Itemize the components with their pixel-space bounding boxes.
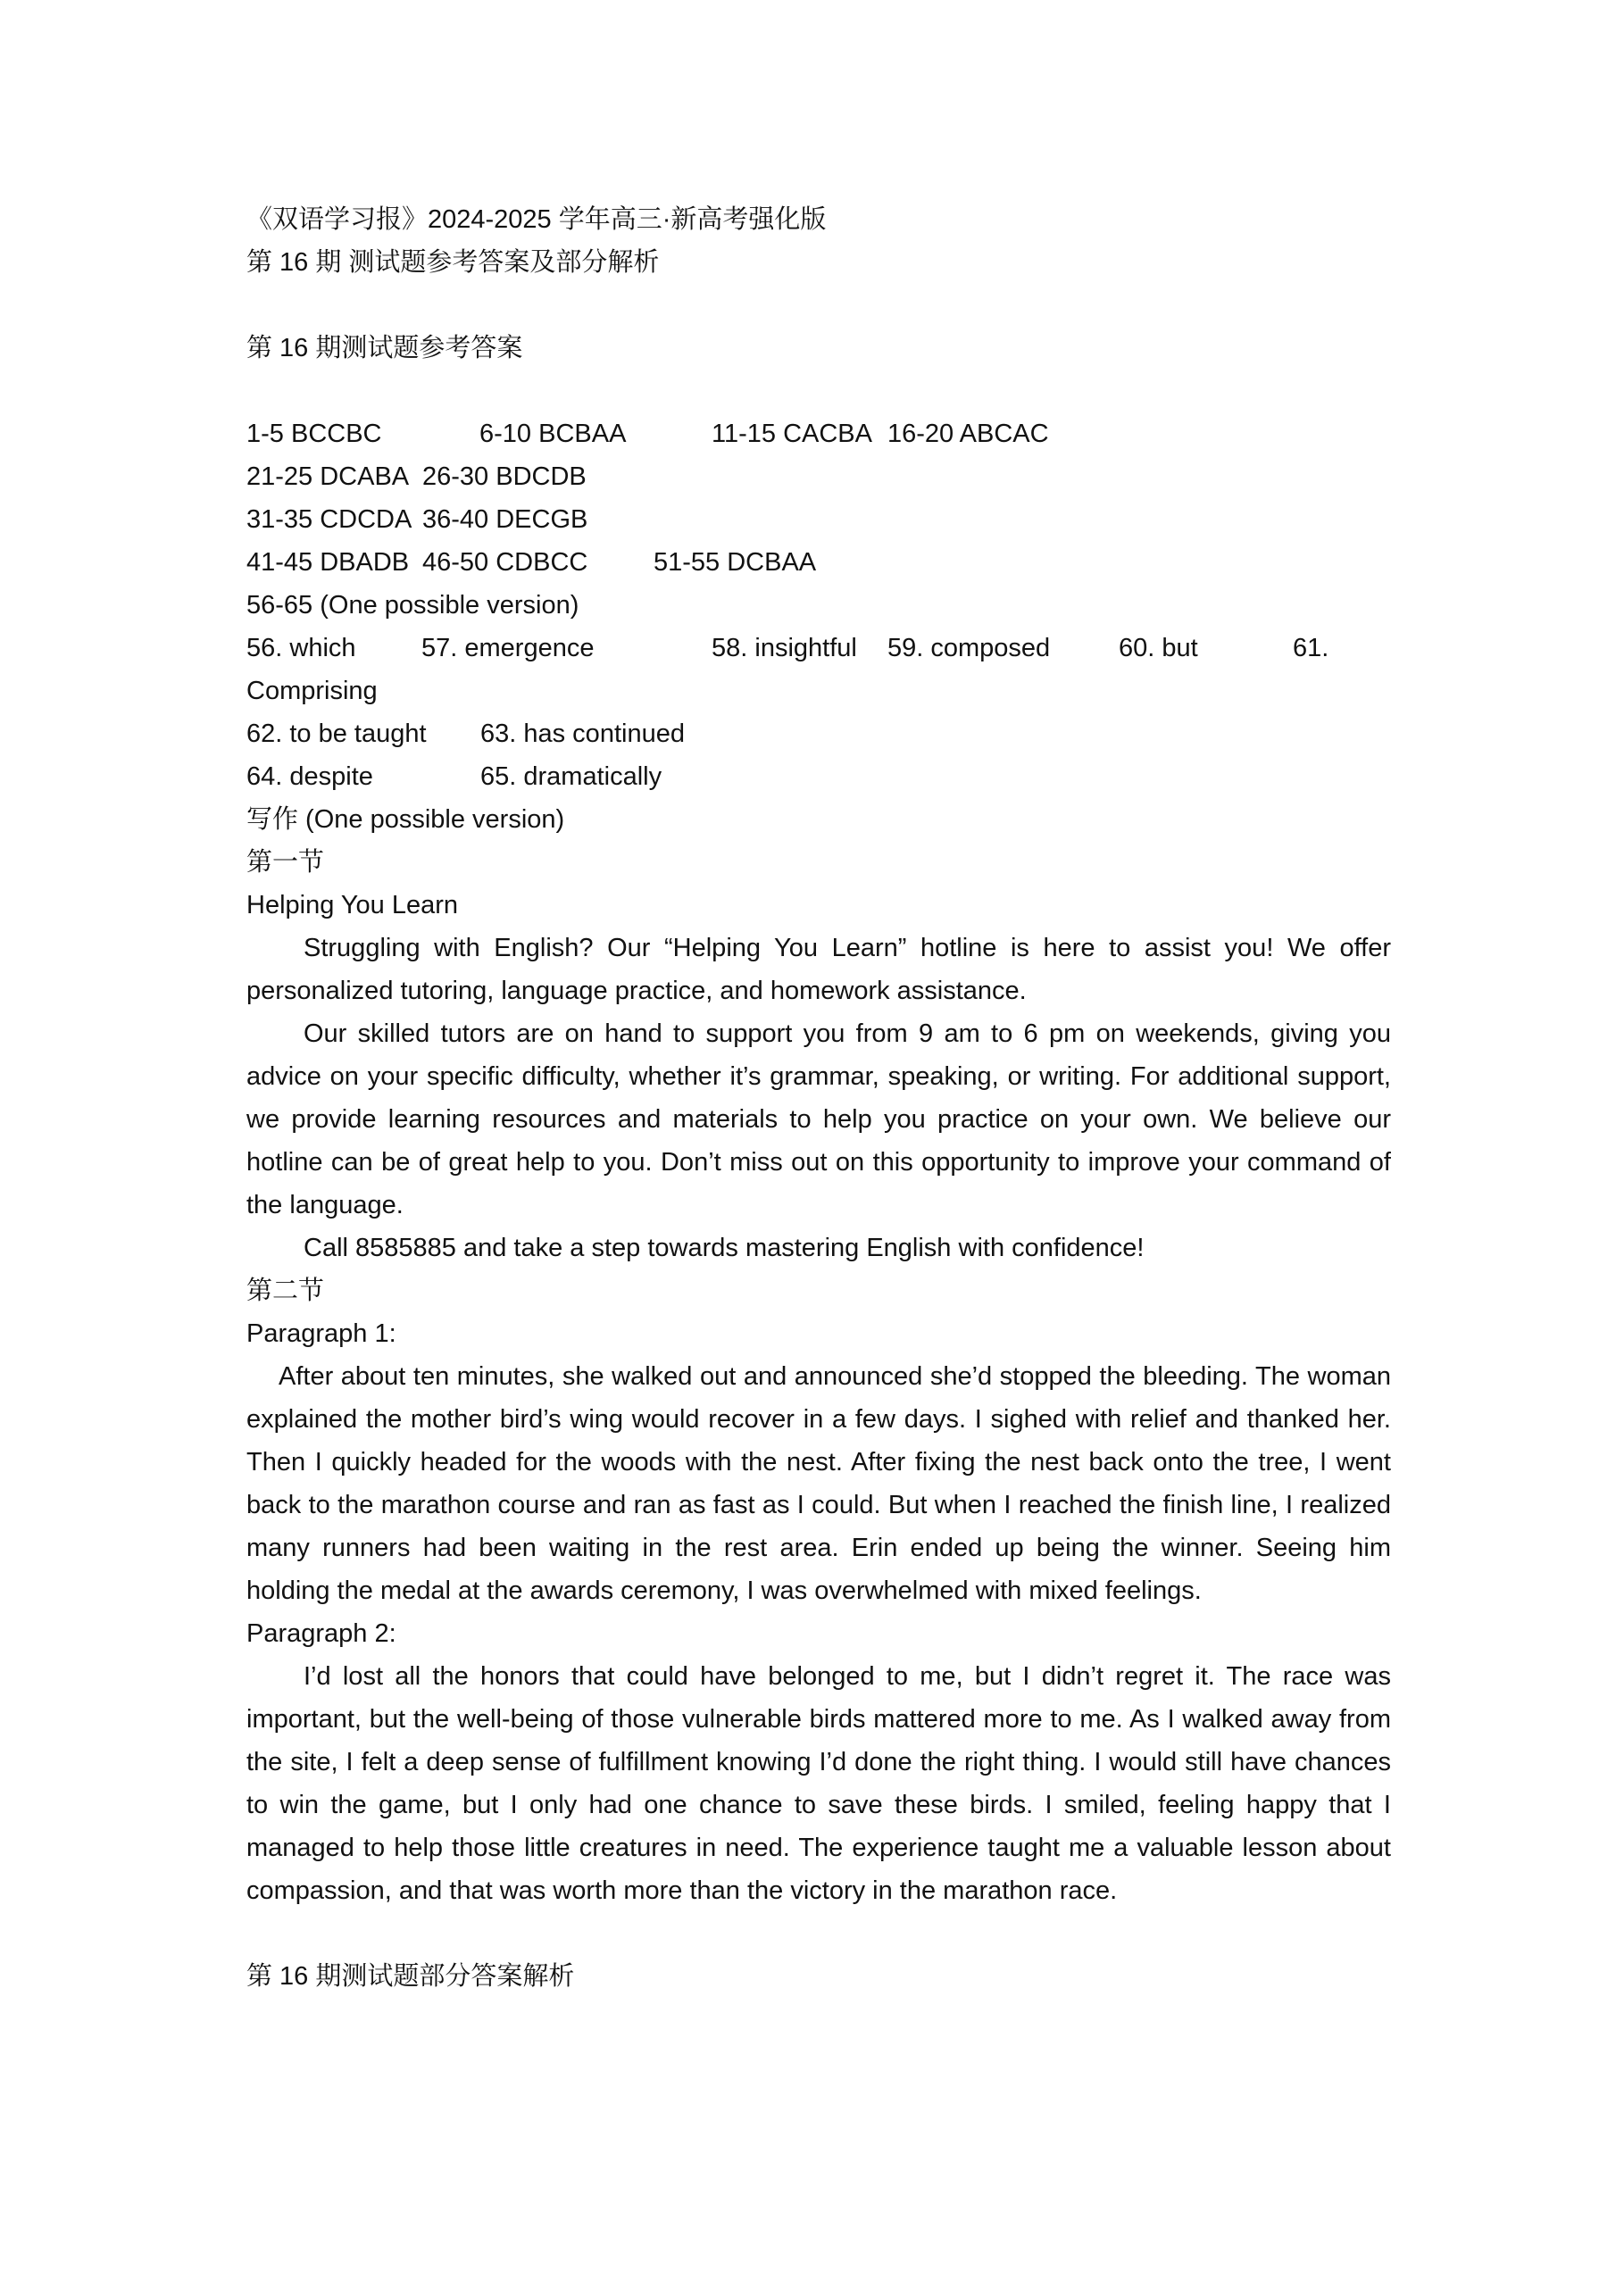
grammar-answer: 64. despite (246, 762, 373, 791)
document-page (246, 198, 1391, 1998)
essay-title: Helping You Learn (246, 891, 459, 919)
answer-group: 21-25 DCABA (246, 462, 410, 491)
grammar-answer: 57. emergence (421, 634, 595, 662)
paragraph-label: Paragraph 2: (246, 1619, 396, 1648)
writing-heading: 写作 (One possible version) (246, 805, 565, 834)
grammar-heading: 56-65 (One possible version) (246, 591, 579, 620)
grammar-answer-wrap: Comprising (246, 677, 378, 705)
spacer (246, 284, 1391, 327)
grammar-answer: 60. but (1119, 634, 1198, 662)
answers-heading: 第 16 期测试题参考答案 (246, 334, 523, 362)
grammar-answer: 62. to be taught (246, 720, 427, 748)
answer-group: 1-5 BCCBC (246, 420, 382, 448)
grammar-row (246, 712, 1391, 755)
story-paragraph: After about ten minutes, she walked out and announced she’d stopped the bleeding. The woman explained the mother bird’s wing would recover in a few days. I sighed with relief and thanked her. Then I quickly headed for the woods with the nest. After fixing the nest back onto the tree, I went back to the marathon course and ran as fast as I could. But when I reached the finish line, I realized many runners had been waiting in the rest area. Erin ended up being the winner. Seeing him holding the medal at the awards ceremony, I was overwhelmed with mixed feelings. (246, 1362, 1391, 1605)
answer-row (246, 541, 1391, 584)
grammar-answer: 61. (1293, 634, 1329, 662)
analysis-heading: 第 16 期测试题部分答案解析 (246, 1962, 575, 1991)
answer-group: 41-45 DBADB (246, 548, 410, 577)
document-subtitle: 第 16 期 测试题参考答案及部分解析 (246, 248, 660, 277)
essay-paragraph: Struggling with English? Our “Helping You Learn” hotline is here to assist you! We offer personalized tutoring, language practice, and homework assistance. (246, 934, 1391, 1005)
grammar-answer: 63. has continued (480, 720, 685, 748)
answer-group: 36-40 DECGB (422, 505, 588, 534)
writing-part-2 (246, 1269, 1391, 1912)
answer-key (246, 412, 1391, 798)
essay-paragraph: Call 8585885 and take a step towards mastering English with confidence! (304, 1234, 1145, 1262)
answer-group: 46-50 CDBCC (422, 548, 588, 577)
answer-group: 16-20 ABCAC (887, 420, 1049, 448)
answer-row (246, 455, 1391, 498)
grammar-row (246, 627, 1391, 670)
part-label: 第一节 (246, 848, 325, 877)
grammar-answer: 59. composed (887, 634, 1051, 662)
spacer (246, 370, 1391, 412)
grammar-answer: 65. dramatically (480, 762, 662, 791)
answer-row (246, 498, 1391, 541)
grammar-row (246, 755, 1391, 798)
spacer (246, 1912, 1391, 1955)
answer-group: 6-10 BCBAA (479, 420, 627, 448)
writing-part-1 (246, 841, 1391, 1269)
answer-group: 11-15 CACBA (712, 420, 872, 448)
document-title: 《双语学习报》2024-2025 学年高三·新高考强化版 (246, 205, 827, 234)
paragraph-label: Paragraph 1: (246, 1319, 396, 1348)
grammar-answer: 56. which (246, 634, 356, 662)
answer-group: 26-30 BDCDB (422, 462, 587, 491)
essay-paragraph: Our skilled tutors are on hand to support you from 9 am to 6 pm on weekends, giving you advice on your specific difficulty, whether it’s grammar, speaking, or writing. For additional support, we provide learning resources and materials to help you practice on your own. We believe our hotline can be of great help to you. Don’t miss out on this opportunity to improve your command of the language. (246, 1019, 1391, 1219)
grammar-answer: 58. insightful (712, 634, 857, 662)
story-paragraph: I’d lost all the honors that could have belonged to me, but I didn’t regret it. The race was important, but the well-being of those vulnerable birds mattered more to me. As I walked away from the site, I felt a deep sense of fulfillment knowing I’d done the right thing. I would still have chances to win the game, but I only had one chance to save these birds. I smiled, feeling happy that I managed to help those little creatures in need. The experience taught me a valuable lesson about compassion, and that was worth more than the victory in the marathon race. (246, 1662, 1391, 1905)
answer-group: 31-35 CDCDA (246, 505, 412, 534)
part-label: 第二节 (246, 1277, 325, 1305)
answer-group: 51-55 DCBAA (654, 548, 817, 577)
answer-row (246, 412, 1391, 455)
